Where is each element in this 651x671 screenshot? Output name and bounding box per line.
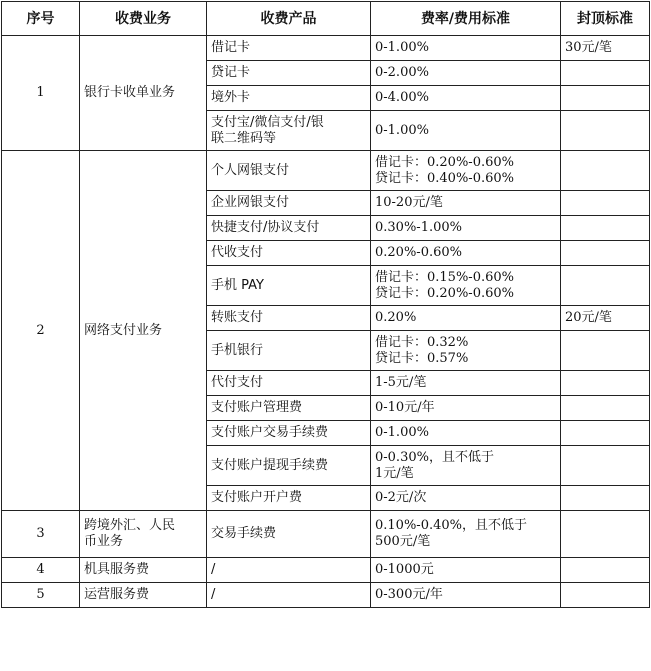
row-rate: 0-4.00% (371, 86, 561, 111)
row-index: 1 (2, 36, 80, 151)
row-cap (561, 486, 650, 511)
row-product: / (207, 583, 371, 608)
row-cap (561, 583, 650, 608)
row-business: 运营服务费 (80, 583, 207, 608)
row-business: 网络支付业务 (80, 151, 207, 511)
row-product: 代付支付 (207, 371, 371, 396)
row-rate: 借记卡：0.32% 贷记卡：0.57% (371, 331, 561, 371)
row-rate: 1-5元/笔 (371, 371, 561, 396)
row-index: 2 (2, 151, 80, 511)
row-product: 手机 PAY (207, 266, 371, 306)
row-cap (561, 266, 650, 306)
row-product: 交易手续费 (207, 511, 371, 558)
row-cap (561, 396, 650, 421)
row-product: 支付账户开户费 (207, 486, 371, 511)
row-rate: 0-1.00% (371, 36, 561, 61)
row-product: / (207, 558, 371, 583)
header-row (2, 2, 650, 36)
row-rate: 0-0.30%，且不低于 1元/笔 (371, 446, 561, 486)
fee-table (1, 1, 650, 608)
row-business: 银行卡收单业务 (80, 36, 207, 151)
row-business: 机具服务费 (80, 558, 207, 583)
row-product: 手机银行 (207, 331, 371, 371)
row-cap (561, 61, 650, 86)
row-product: 支付宝/微信支付/银 联二维码等 (207, 111, 371, 151)
row-product: 转账支付 (207, 306, 371, 331)
row-cap (561, 111, 650, 151)
table-row (2, 583, 650, 608)
row-product: 支付账户管理费 (207, 396, 371, 421)
row-business: 跨境外汇、人民 币业务 (80, 511, 207, 558)
row-rate: 0-300元/年 (371, 583, 561, 608)
row-cap (561, 241, 650, 266)
row-rate: 0.20% (371, 306, 561, 331)
row-product: 代收支付 (207, 241, 371, 266)
row-rate: 10-20元/笔 (371, 191, 561, 216)
header-business: 收费业务 (80, 2, 207, 36)
row-rate: 0.30%-1.00% (371, 216, 561, 241)
row-cap (561, 371, 650, 396)
row-product: 贷记卡 (207, 61, 371, 86)
header-cap: 封顶标准 (561, 2, 650, 36)
header-product: 收费产品 (207, 2, 371, 36)
row-product: 快捷支付/协议支付 (207, 216, 371, 241)
table-row (2, 511, 650, 558)
row-cap (561, 511, 650, 558)
row-product: 个人网银支付 (207, 151, 371, 191)
row-cap (561, 558, 650, 583)
row-cap (561, 446, 650, 486)
header-rate: 费率/费用标准 (371, 2, 561, 36)
row-rate: 0-1.00% (371, 421, 561, 446)
row-index: 4 (2, 558, 80, 583)
row-cap (561, 331, 650, 371)
row-cap (561, 421, 650, 446)
row-product: 支付账户提现手续费 (207, 446, 371, 486)
table-row (2, 558, 650, 583)
table-row (2, 151, 650, 191)
row-product: 借记卡 (207, 36, 371, 61)
header-index: 序号 (2, 2, 80, 36)
row-rate: 0-2.00% (371, 61, 561, 86)
row-cap: 30元/笔 (561, 36, 650, 61)
row-rate: 借记卡：0.20%-0.60% 贷记卡：0.40%-0.60% (371, 151, 561, 191)
row-cap: 20元/笔 (561, 306, 650, 331)
row-cap (561, 151, 650, 191)
row-rate: 0-1.00% (371, 111, 561, 151)
row-product: 企业网银支付 (207, 191, 371, 216)
row-rate: 借记卡：0.15%-0.60% 贷记卡：0.20%-0.60% (371, 266, 561, 306)
row-product: 支付账户交易手续费 (207, 421, 371, 446)
row-index: 3 (2, 511, 80, 558)
row-cap (561, 216, 650, 241)
row-rate: 0.20%-0.60% (371, 241, 561, 266)
row-cap (561, 86, 650, 111)
row-cap (561, 191, 650, 216)
row-rate: 0-1000元 (371, 558, 561, 583)
table-row (2, 36, 650, 61)
row-rate: 0.10%-0.40%，且不低于 500元/笔 (371, 511, 561, 558)
row-rate: 0-10元/年 (371, 396, 561, 421)
row-product: 境外卡 (207, 86, 371, 111)
row-rate: 0-2元/次 (371, 486, 561, 511)
row-index: 5 (2, 583, 80, 608)
